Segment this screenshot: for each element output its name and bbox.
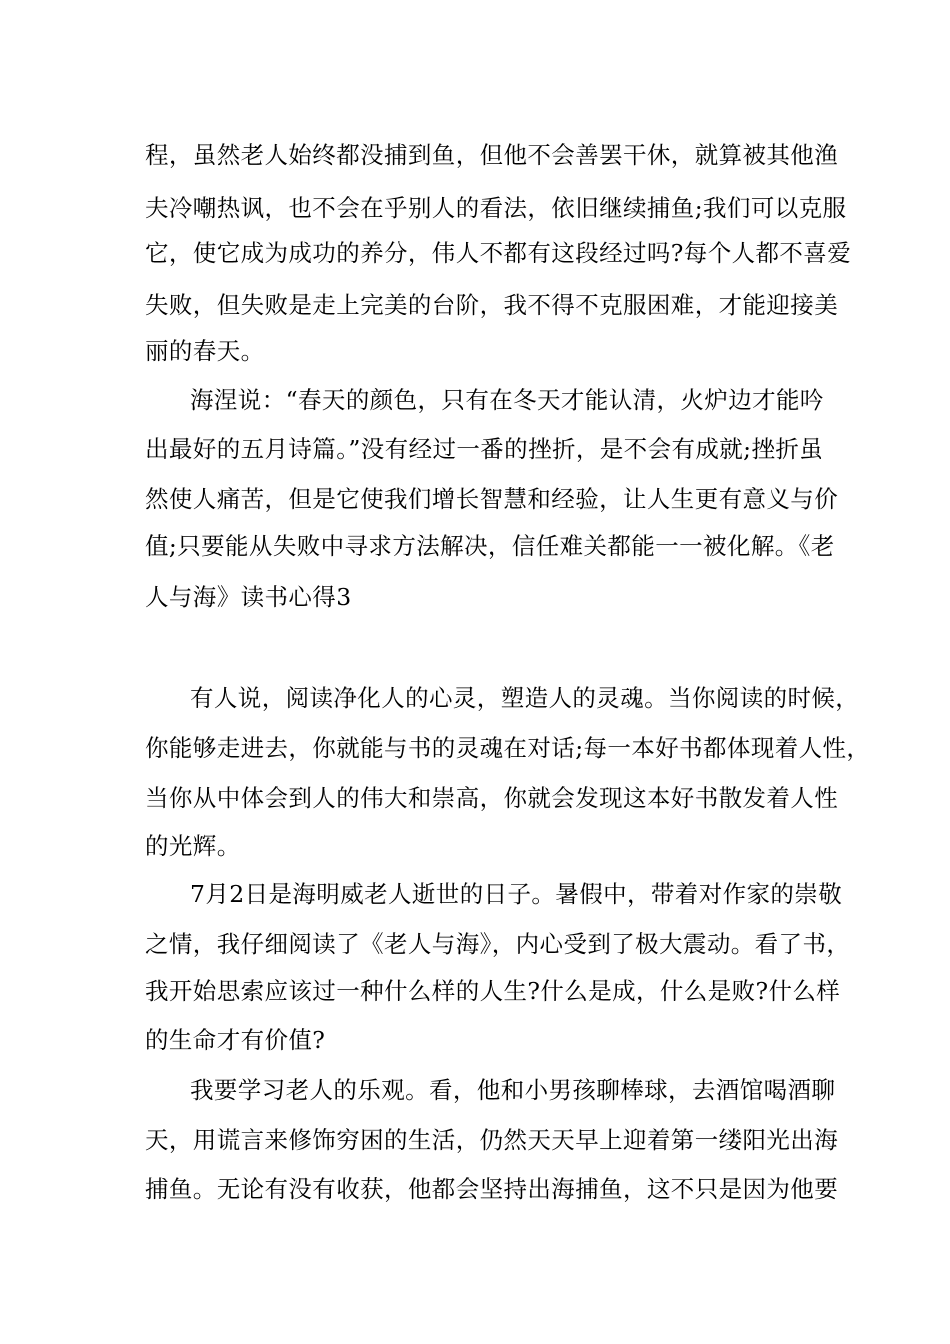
text-line: 程，虽然老人始终都没捕到鱼，但他不会善罢干休，就算被其他渔 (145, 141, 839, 169)
text-line: 值;只要能从失败中寻求方法解决，信任难关都能一一被化解。《老 (145, 532, 835, 560)
text-line: 夫冷嘲热讽，也不会在乎别人的看法，依旧继续捕鱼;我们可以克服 (145, 194, 847, 222)
text-line: 的生命才有价值? (145, 1026, 326, 1054)
text-line: 天，用谎言来修饰穷困的生活，仍然天天早上迎着第一缕阳光出海 (145, 1126, 839, 1154)
text-line: 我开始思索应该过一种什么样的人生?什么是成，什么是败?什么样 (145, 977, 841, 1005)
text-line: 有人说，阅读净化人的心灵，塑造人的灵魂。当你阅读的时候， (190, 684, 860, 712)
text-line: 之情，我仔细阅读了《老人与海》，内心受到了极大震动。看了书， (145, 930, 851, 958)
text-line: 捕鱼。无论有没有收获，他都会坚持出海捕鱼，这不只是因为他要 (145, 1175, 839, 1203)
text-line: 我要学习老人的乐观。看，他和小男孩聊棒球，去酒馆喝酒聊 (190, 1076, 836, 1104)
text-line: 海涅说：“春天的颜色，只有在冬天才能认清，火炉边才能吟 (190, 386, 824, 414)
text-line: 它，使它成为成功的养分，伟人不都有这段经过吗?每个人都不喜爱 (145, 239, 852, 267)
text-line: 你能够走进去，你就能与书的灵魂在对话;每一本好书都体现着人性， (145, 734, 871, 762)
text-line: 7月2日是海明威老人逝世的日子。暑假中，带着对作家的崇敬 (190, 880, 843, 908)
text-line: 的光辉。 (145, 832, 241, 860)
section-heading: 人与海》读书心得3 (145, 583, 352, 611)
text-line: 然使人痛苦，但是它使我们增长智慧和经验，让人生更有意义与价 (145, 485, 839, 513)
text-line: 丽的春天。 (145, 337, 265, 365)
text-line: 出最好的五月诗篇。”没有经过一番的挫折，是不会有成就;挫折虽 (145, 435, 824, 463)
text-line: 失败，但失败是走上完美的台阶，我不得不克服困难，才能迎接美 (145, 291, 839, 319)
text-line: 当你从中体会到人的伟大和崇高，你就会发现这本好书散发着人性 (145, 784, 839, 812)
